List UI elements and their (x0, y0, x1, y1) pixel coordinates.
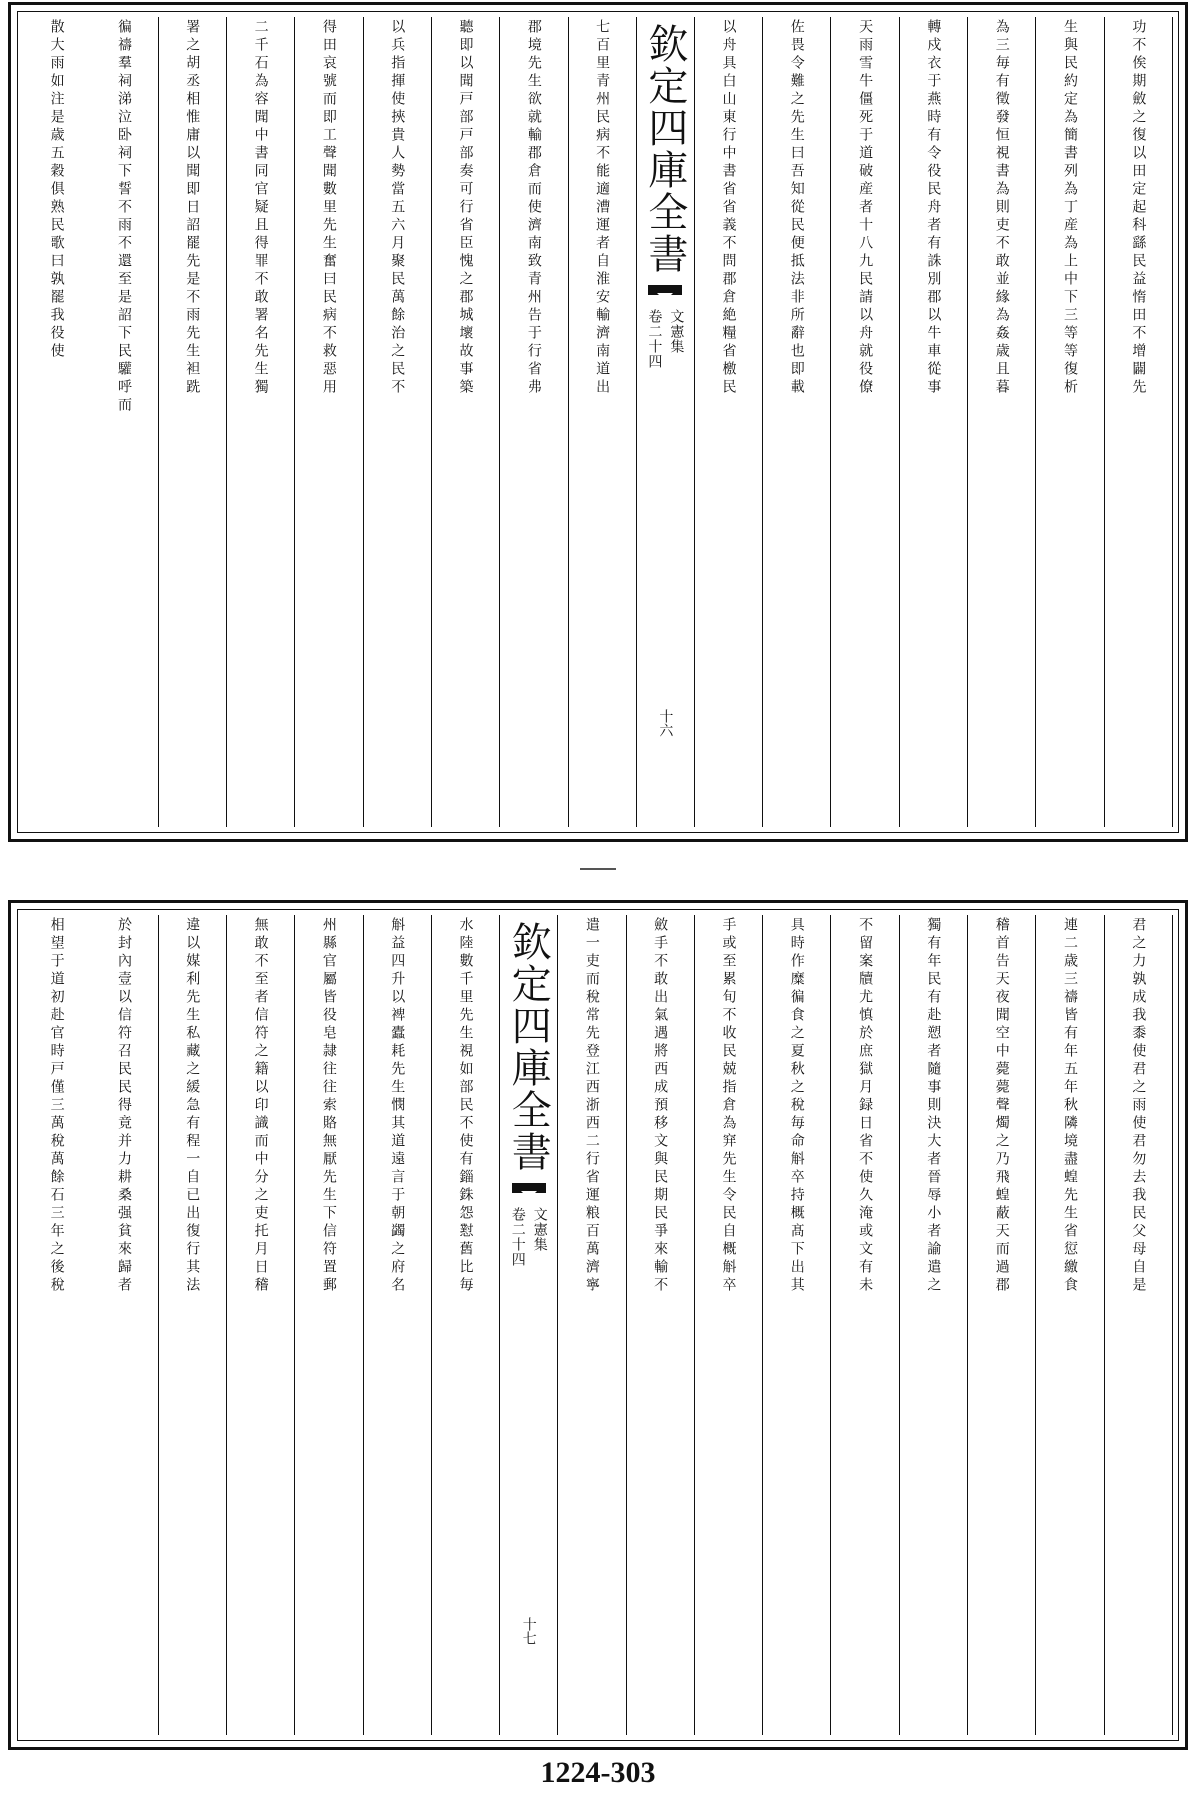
column-text: 君之力孰成我黍使君之雨使君勿去我民父母自是 (1130, 917, 1147, 1295)
column-text: 郡境先生欲就輸郡倉而使濟南致青州告于行省弗 (525, 19, 542, 397)
text-column (364, 17, 432, 827)
column-text: 七百里青州民病不能適漕運者自淮安輸濟南道出 (594, 19, 611, 397)
text-column (23, 915, 90, 1735)
volume-number: 卷二十四 (509, 1207, 526, 1267)
column-text: 得田哀號而即工聲聞數里先生奮曰民病不救惡用 (320, 19, 337, 397)
text-column (500, 17, 568, 827)
text-column (763, 915, 831, 1735)
column-text: 遣一吏而稅常先登江西浙西二行省運粮百萬濟寧 (583, 917, 600, 1295)
column-text: 斛益四升以裨蠹耗先生憫其道遠言于朝蠲之府名 (389, 917, 406, 1295)
column-text: 手或至累旬不收民兢指倉為穽先生令民自概斛卒 (720, 917, 737, 1295)
bottom-page-columns (23, 915, 1173, 1735)
text-column (831, 915, 899, 1735)
text-column (90, 915, 158, 1735)
column-text: 州縣官屬皆役皂隷往往索賂無厭先生下信符置郵 (320, 917, 337, 1295)
column-text: 水陸數千里先生視如部民不使有錙銖怨懟舊比毎 (457, 917, 474, 1295)
spine-subtitle (644, 309, 686, 369)
text-column (968, 915, 1036, 1735)
text-column (432, 17, 500, 827)
column-text: 具時作糜徧食之夏秋之稅毎命斛卒持概髙下出其 (788, 917, 805, 1295)
page-divider (580, 868, 616, 870)
column-text: 以兵指揮使挾貴人勢當五六月聚民萬餘治之民不 (389, 19, 406, 397)
folio-number: 十七 (520, 1617, 537, 1645)
column-text: 獨有年民有赴愬者隨事則決大者晉辱小者諭遣之 (925, 917, 942, 1295)
column-text: 轉戍衣于燕時有令役民舟者有誅別郡以牛車從事 (925, 19, 942, 397)
fish-tail-mark (648, 285, 682, 303)
column-text: 於封內壹以信符召民民得竟并力耕桑强貧來歸者 (115, 917, 132, 1295)
collection-name: 文憲集 (668, 309, 685, 354)
text-column (695, 17, 763, 827)
text-column (900, 915, 968, 1735)
text-column (695, 915, 763, 1735)
column-text: 稽首告天夜聞空中薨薨聲燭之乃飛蝗蔽天而過郡 (993, 917, 1010, 1295)
spine-column (637, 17, 695, 827)
folio-number: 十六 (657, 709, 674, 737)
text-column (900, 17, 968, 827)
spine-title: 欽定四庫全書 (505, 921, 552, 1173)
text-column (227, 17, 295, 827)
column-text: 無敢不至者信符之籍以印識而中分之吏托月日稽 (252, 917, 269, 1295)
column-text: 功不俟期斂之復以田定起科繇民益惰田不增闢先 (1130, 19, 1147, 397)
spine-column (500, 915, 558, 1735)
column-text: 徧禱羣祠涕泣卧祠下誓不雨不還至是詔下民驩呼而 (115, 19, 132, 415)
text-column (1036, 915, 1104, 1735)
column-text: 為三毎有徵發恒視書為則吏不敢並緣為姦歳且暮 (993, 19, 1010, 397)
spine-subtitle (508, 1207, 550, 1267)
column-text: 不留案牘尤慎於庶獄月録日省不使久淹或文有未 (857, 917, 874, 1295)
column-text: 天雨雪牛僵死于道破産者十八九民請以舟就役僚 (857, 19, 874, 397)
column-text: 署之胡丞相惟庸以聞即日詔罷先是不雨先生袒跣 (184, 19, 201, 397)
text-column (90, 17, 158, 827)
text-column (627, 915, 695, 1735)
text-column (364, 915, 432, 1735)
volume-number: 卷二十四 (646, 309, 663, 369)
text-column (1036, 17, 1104, 827)
column-text: 生與民約定為簡書列為丁産為上中下三等等復析 (1062, 19, 1079, 397)
column-text: 佐畏令難之先生曰吾知從民便抵法非所辭也即載 (788, 19, 805, 397)
text-column (763, 17, 831, 827)
fish-tail-mark (512, 1183, 546, 1201)
text-column (159, 17, 227, 827)
page-reference: 1224-303 (540, 1756, 656, 1789)
column-text: 連二歳三禱皆有年五年秋隣境盡蝗先生省愆繳食 (1062, 917, 1079, 1295)
bottom-page-frame (8, 900, 1188, 1750)
column-text: 斂手不敢出氣遇將西成預移文與民期民爭來輸不 (652, 917, 669, 1295)
text-column (295, 915, 363, 1735)
spine-title: 欽定四庫全書 (641, 23, 688, 275)
top-page-frame (8, 2, 1188, 842)
text-column (558, 915, 626, 1735)
column-text: 違以媒利先生私藏之緩急有程一自已出復行其法 (184, 917, 201, 1295)
column-text: 以舟具白山東行中書省省義不問郡倉絶糧省檄民 (720, 19, 737, 397)
text-column (432, 915, 500, 1735)
column-text: 相望于道初赴官時戸僅三萬稅萬餘石三年之後稅 (48, 917, 65, 1295)
text-column (968, 17, 1036, 827)
text-column (831, 17, 899, 827)
column-text: 聽即以聞戸部戸部奏可行省臣愧之郡城壞故事築 (457, 19, 474, 397)
column-text: 散大雨如注是歳五穀俱熟民歌曰孰罷我役使 (48, 19, 65, 361)
text-column (227, 915, 295, 1735)
text-column (569, 17, 637, 827)
text-column (1105, 915, 1173, 1735)
text-column (1105, 17, 1173, 827)
text-column (159, 915, 227, 1735)
column-text: 二千石為容聞中書同官疑且得罪不敢署名先生獨 (252, 19, 269, 397)
text-column (295, 17, 363, 827)
text-column (23, 17, 90, 827)
top-page-columns (23, 17, 1173, 827)
collection-name: 文憲集 (531, 1207, 548, 1252)
